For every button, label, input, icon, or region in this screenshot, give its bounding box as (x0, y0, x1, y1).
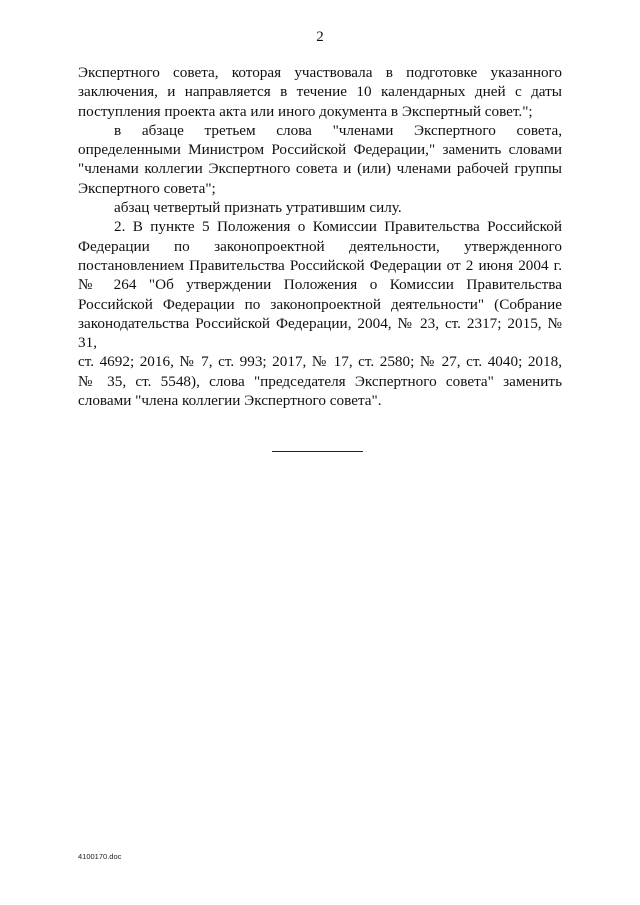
end-separator-line (272, 451, 363, 452)
document-file-code: 4100170.doc (78, 852, 122, 861)
text-line: Российской Федерации по законопроектной деятельности" (Собрание (78, 295, 562, 313)
text-line: ст. 4692; 2016, № 7, ст. 993; 2017, № 17, ст. 2580; № 27, ст. 4040; 2018, (78, 353, 562, 371)
paragraph-continuation (78, 63, 562, 121)
text-line: № 264 "Об утверждении Положения о Комиссии Правительства (78, 276, 562, 294)
text-line: Экспертного совета"; (78, 179, 216, 197)
text-line: постановлением Правительства Российской Федерации от 2 июня 2004 г. (78, 256, 562, 274)
text-line: законодательства Российской Федерации, 2004, № 23, ст. 2317; 2015, № 31, (78, 314, 562, 352)
paragraph-punkt-2 (78, 217, 562, 410)
text-line: заключения, и направляется в течение 10 календарных дней с даты (78, 83, 562, 101)
text-line: № 35, ст. 5548), слова "председателя Экспертного совета" заменить (78, 372, 562, 390)
text-line: в абзаце третьем слова "членами Экспертного совета, (114, 121, 562, 139)
document-body (78, 63, 562, 410)
text-line: Экспертного совета, которая участвовала в подготовке указанного (78, 64, 562, 81)
paragraph-abzac-tretiy (78, 121, 562, 198)
text-line: 2. В пункте 5 Положения о Комиссии Правительства Российской (114, 218, 562, 236)
page-number: 2 (316, 29, 324, 45)
paragraph-abzac-chetvertyy (78, 198, 562, 217)
text-line: определенными Министром Российской Федерации," заменить словами (78, 141, 562, 159)
text-line: абзац четвертый признать утратившим силу. (114, 199, 402, 217)
text-line: словами "члена коллегии Экспертного совета". (78, 392, 382, 410)
text-line: "членами коллегии Экспертного совета и (или) членами рабочей группы (78, 160, 562, 178)
text-line: поступления проекта акта или иного документа в Экспертный совет."; (78, 102, 533, 120)
text-line: Федерации по законопроектной деятельности, утвержденного (78, 237, 562, 255)
